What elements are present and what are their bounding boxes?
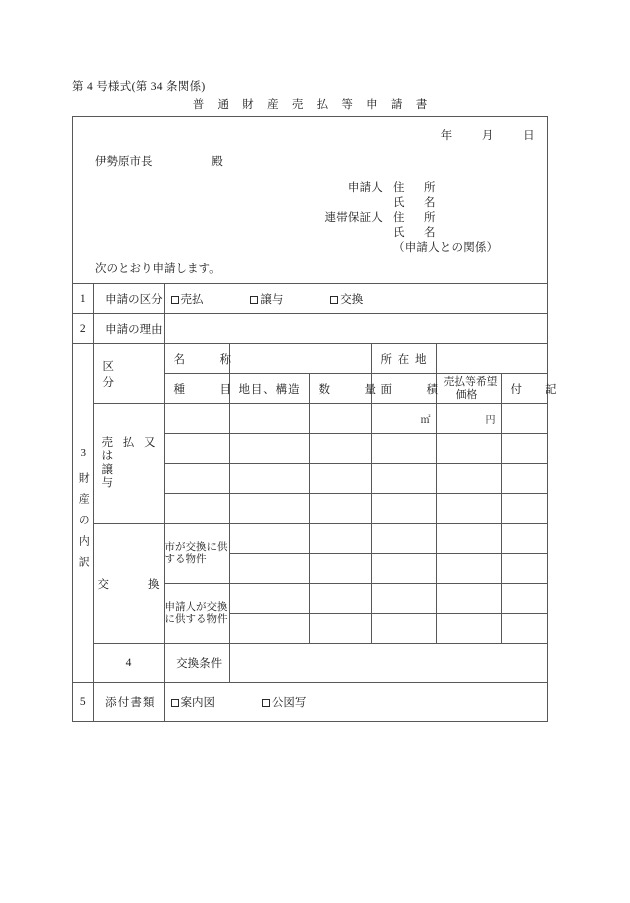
row3-vertical-label (73, 344, 93, 683)
checkbox-icon[interactable] (171, 296, 179, 304)
row4-number: 4 (93, 644, 164, 683)
column-header-name: 名 称 (164, 344, 229, 374)
row5-number: 5 (73, 683, 93, 722)
guarantor-address-row (309, 211, 498, 226)
cell-remarks[interactable] (501, 404, 547, 434)
guarantor-name-label: 氏 名 (393, 227, 440, 239)
checkbox-icon[interactable] (262, 699, 270, 707)
guarantor-relation-label: （申請人との関係 (393, 242, 487, 254)
date-day-label: 日 (523, 130, 535, 142)
cell-remarks[interactable] (501, 554, 547, 584)
category-sale-donation-line1: 売 払 又 は (101, 437, 156, 463)
cell-land-structure[interactable] (229, 434, 309, 464)
cell-land-structure[interactable] (229, 404, 309, 434)
checkbox-option-guide-map[interactable] (171, 694, 216, 710)
cell-quantity[interactable] (309, 584, 371, 614)
checkbox-label-exchange: 交換 (340, 293, 364, 306)
table-row-sale-donation-1 (73, 404, 547, 434)
checkbox-label-sale: 売払 (180, 293, 204, 306)
row2-number: 2 (73, 314, 93, 344)
guarantor-address-label: 住 所 (393, 212, 440, 224)
table-row-exchange-conditions (73, 644, 547, 683)
cell-land-structure[interactable] (229, 494, 309, 524)
cell-land-structure[interactable] (229, 584, 309, 614)
row2-value[interactable] (164, 314, 547, 344)
checkbox-option-public-map-copy[interactable] (262, 694, 307, 710)
cell-land-structure[interactable] (229, 524, 309, 554)
cell-quantity[interactable] (309, 464, 371, 494)
table-row-exchange-city-1 (73, 524, 547, 554)
cell-quantity[interactable] (309, 554, 371, 584)
applicant-address-row (309, 181, 498, 196)
checkbox-label-public-map-copy: 公図写 (271, 697, 307, 709)
cell-price[interactable] (436, 584, 501, 614)
date-year-label: 年 (440, 130, 453, 142)
checkbox-label-guide-map: 案内図 (180, 697, 215, 709)
column-header-kubun: 区 分 (93, 344, 164, 404)
date-month-label: 月 (481, 130, 494, 142)
checkbox-option-exchange[interactable] (330, 291, 363, 307)
cell-quantity[interactable] (309, 524, 371, 554)
cell-area[interactable] (371, 404, 436, 434)
cell-price[interactable] (436, 494, 501, 524)
cell-item[interactable] (164, 464, 229, 494)
cell-land-structure[interactable] (229, 554, 309, 584)
cell-item[interactable] (164, 494, 229, 524)
category-sale-donation (93, 404, 164, 524)
row1-number: 1 (73, 284, 93, 314)
document-title: 普 通 財 産 売 払 等 申 請 書 (192, 99, 433, 111)
cell-land-structure[interactable] (229, 614, 309, 644)
subcategory-applicant-exchange-property: 申請人が交換に供する物件 (164, 584, 229, 644)
intro-sentence: 次のとおり申請します。 (95, 263, 221, 275)
cell-area[interactable] (371, 434, 436, 464)
cell-remarks[interactable] (501, 524, 547, 554)
form-grid (73, 283, 557, 721)
cell-quantity[interactable] (309, 434, 371, 464)
column-header-land-structure: 地目、構造 (229, 374, 309, 404)
table-row-property-header-1 (73, 344, 547, 374)
addressee-name: 伊勢原市長 (95, 156, 153, 168)
applicant-address-label: 住 所 (393, 182, 440, 194)
cell-land-structure[interactable] (229, 464, 309, 494)
cell-remarks[interactable] (501, 494, 547, 524)
guarantor-label: 連帯保証人 (324, 212, 383, 224)
cell-price[interactable] (436, 614, 501, 644)
cell-area[interactable] (371, 614, 436, 644)
cell-remarks[interactable] (501, 434, 547, 464)
column-header-price: 売払等希望価格 (436, 374, 501, 404)
checkbox-icon[interactable] (250, 296, 258, 304)
row3-label: 財産の内訳 (77, 471, 90, 577)
cell-price[interactable] (436, 464, 501, 494)
cell-area[interactable] (371, 464, 436, 494)
cell-remarks[interactable] (501, 464, 547, 494)
cell-remarks[interactable] (501, 614, 547, 644)
row2-label: 申請の理由 (93, 314, 164, 344)
subcategory-city-exchange-property: 市が交換に供する物件 (164, 524, 229, 584)
field-property-name[interactable] (229, 344, 371, 374)
row5-label: 添付書類 (93, 683, 164, 722)
checkbox-option-donation[interactable] (250, 291, 283, 307)
cell-quantity[interactable] (309, 614, 371, 644)
applicant-name-label: 氏 名 (393, 197, 440, 209)
row1-options (164, 284, 547, 314)
column-header-item: 種 目 (164, 374, 229, 404)
cell-item[interactable] (164, 404, 229, 434)
checkbox-icon[interactable] (330, 296, 338, 304)
form-number: 第 4 号様式(第 34 条関係) (72, 81, 206, 93)
category-exchange: 交 換 (93, 524, 164, 644)
applicant-name-row (309, 196, 498, 211)
table-row-application-type (73, 284, 547, 314)
checkbox-option-sale[interactable] (171, 291, 204, 307)
table-row-application-reason (73, 314, 547, 344)
addressee-line (95, 153, 223, 169)
unit-price: 円 (485, 414, 496, 426)
cell-price[interactable] (436, 524, 501, 554)
applicant-label: 申請人 (347, 182, 383, 194)
field-property-location[interactable] (436, 344, 547, 374)
form-header-block (73, 117, 547, 283)
date-line (441, 127, 535, 143)
column-header-location: 所 在 地 (371, 344, 436, 374)
table-row-attachments (73, 683, 547, 722)
column-header-remarks: 付 記 (501, 374, 547, 404)
row4-label: 交換条件 (164, 644, 229, 683)
cell-item[interactable] (164, 434, 229, 464)
column-header-area: 面 積 (371, 374, 436, 404)
guarantor-relation-close: ） (486, 242, 499, 254)
category-sale-donation-line2: 譲 与 (101, 463, 148, 489)
guarantor-relation-row (309, 241, 498, 256)
row1-label: 申請の区分 (93, 284, 164, 314)
cell-remarks[interactable] (501, 584, 547, 614)
form-frame (72, 116, 557, 722)
checkbox-label-donation: 譲与 (260, 293, 284, 306)
cell-quantity[interactable] (309, 404, 371, 434)
row4-value[interactable] (229, 644, 547, 683)
guarantor-name-row (309, 226, 498, 241)
cell-price[interactable] (436, 434, 501, 464)
row5-options (164, 683, 547, 722)
cell-area[interactable] (371, 524, 436, 554)
addressee-honorific: 殿 (211, 156, 223, 168)
cell-area[interactable] (371, 554, 436, 584)
unit-area: ㎡ (420, 414, 431, 426)
cell-price[interactable] (436, 404, 501, 434)
cell-area[interactable] (371, 494, 436, 524)
applicant-guarantor-block (309, 181, 498, 256)
checkbox-icon[interactable] (171, 699, 179, 707)
cell-price[interactable] (436, 554, 501, 584)
column-header-quantity: 数 量 (309, 374, 371, 404)
cell-area[interactable] (371, 584, 436, 614)
row3-number: 3 (77, 446, 90, 469)
cell-quantity[interactable] (309, 494, 371, 524)
